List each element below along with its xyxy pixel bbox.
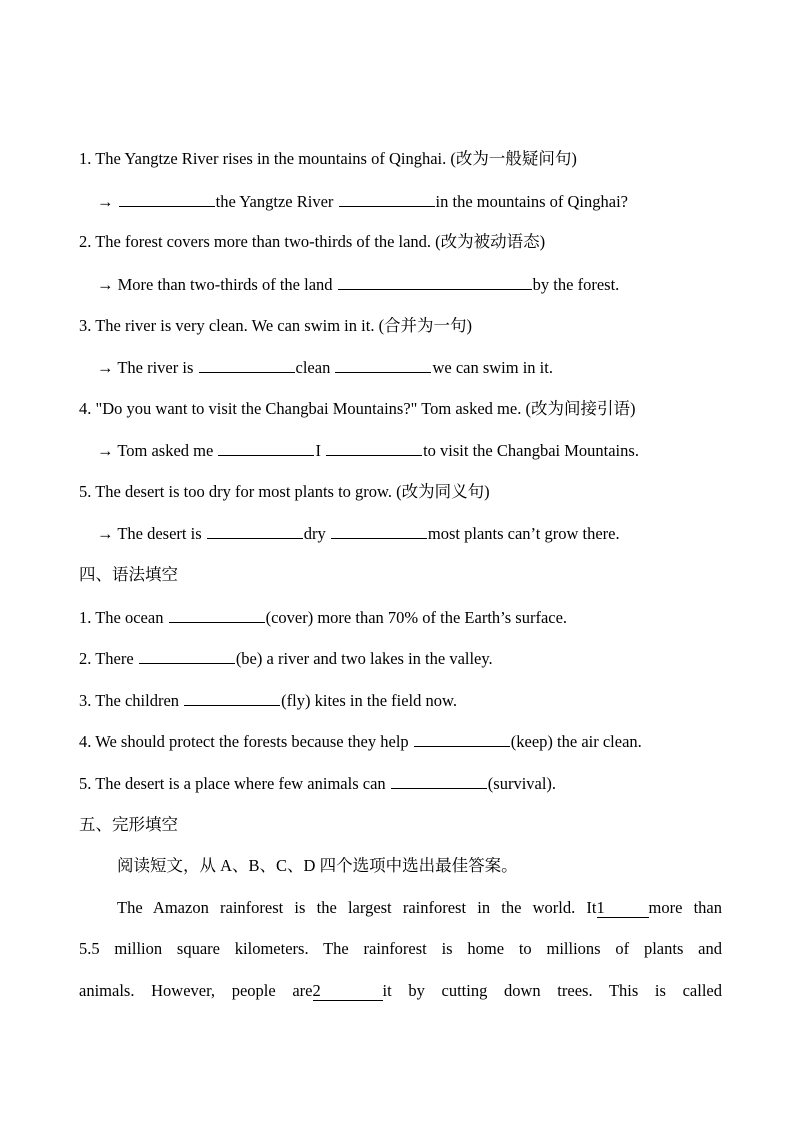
answer-blank[interactable] [207,522,303,539]
answer-blank[interactable] [338,273,532,290]
answer-blank[interactable] [331,522,427,539]
answer-blank[interactable] [199,356,295,373]
answer-blank[interactable] [391,772,487,789]
rewrite-question-2: 2. The forest covers more than two-thirds of the land. (改为被动语态) [79,232,546,251]
answer-blank[interactable] [335,356,431,373]
grammar-item-1: 1. The ocean (cover) more than 70% of the Earth’s surface. [79,608,568,627]
answer-blank[interactable] [218,439,314,456]
rewrite-question-3: 3. The river is very clean. We can swim in it. (合并为一句) [79,316,473,335]
grammar-item-2: 2. There (be) a river and two lakes in the valley. [79,649,493,668]
rewrite-question-1: 1. The Yangtze River rises in the mountains of Qinghai. (改为一般疑问句) [79,149,577,168]
answer-blank[interactable] [169,606,265,623]
section-heading-cloze: 五、完形填空 [79,815,178,834]
rewrite-answer-3: → The river is clean we can swim in it. [97,358,553,377]
grammar-item-4: 4. We should protect the forests because they help (keep) the air clean. [79,732,642,751]
rewrite-question-5: 5. The desert is too dry for most plants to grow. (改为同义句) [79,482,490,501]
rewrite-answer-5: → The desert is dry most plants can’t grow there. [97,524,620,543]
answer-blank[interactable] [339,190,435,207]
rewrite-question-4: 4. "Do you want to visit the Changbai Mountains?" Tom asked me. (改为间接引语) [79,399,636,418]
answer-blank[interactable] [184,689,280,706]
grammar-item-3: 3. The children (fly) kites in the field now. [79,691,457,710]
section-heading-grammar: 四、语法填空 [79,565,178,584]
grammar-item-5: 5. The desert is a place where few animals can (survival). [79,774,557,793]
rewrite-answer-4: → Tom asked me I to visit the Changbai Mountains. [97,441,639,460]
cloze-paragraph-line-2: 5.5 million square kilometers. The rainforest is home to millions of plants and [79,939,722,958]
answer-blank[interactable] [139,647,235,664]
cloze-instruction: 阅读短文，从 A、B、C、D 四个选项中选出最佳答案。 [117,856,518,875]
cloze-blank-1[interactable]: 1 [597,899,649,918]
answer-blank[interactable] [414,730,510,747]
cloze-paragraph-line-1: The Amazon rainforest is the largest rainforest in the world. It1 more than [117,898,722,917]
cloze-blank-2[interactable]: 2 [313,982,383,1001]
answer-blank[interactable] [119,190,215,207]
rewrite-answer-2: → More than two-thirds of the land by the forest. [97,275,620,294]
rewrite-answer-1: → the Yangtze River in the mountains of Qinghai? [97,192,628,211]
cloze-paragraph-line-3: animals. However, people are2 it by cutting down trees. This is called [79,981,722,1000]
answer-blank[interactable] [326,439,422,456]
